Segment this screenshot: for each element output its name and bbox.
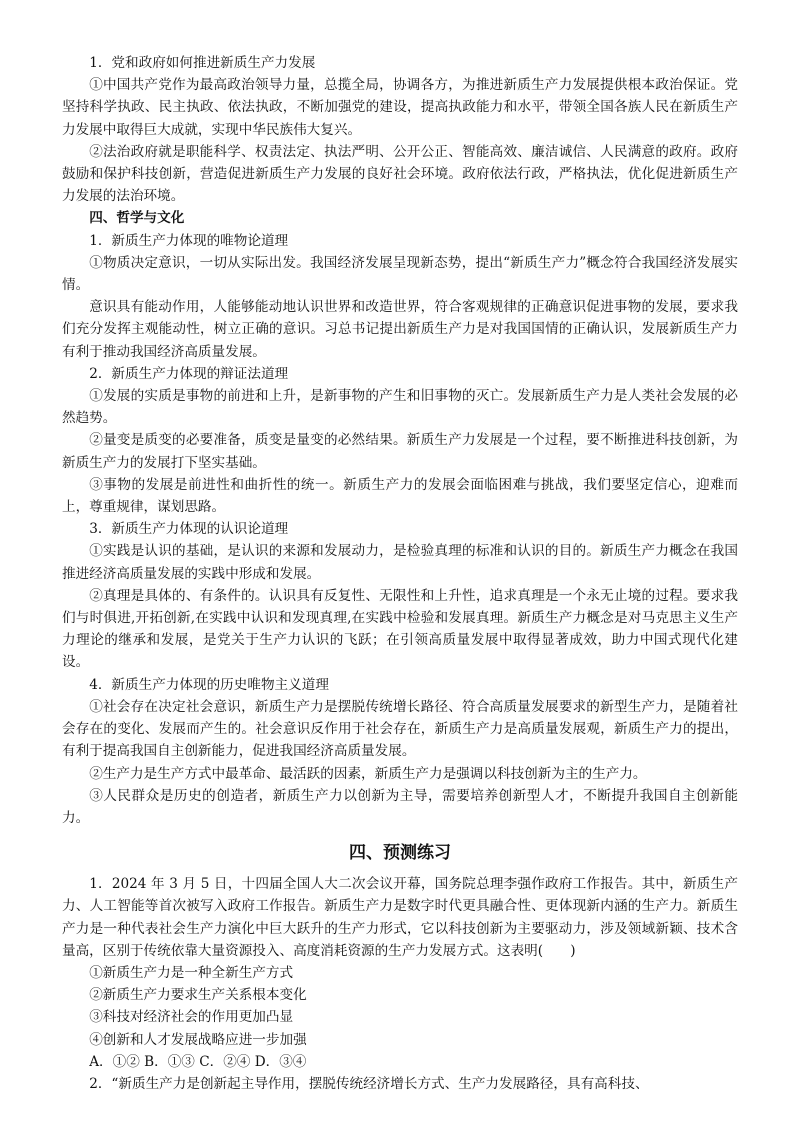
paragraph: 意识具有能动作用，人能够能动地认识世界和改造世界，符合客观规律的正确意识促进事物的发展，要求我们充分发挥主观能动性，树立正确的意识。习总书记提出新质生产力是对我国国情的正确认识，发展新质生产力有利于推动我国经济高质量发展。 bbox=[62, 299, 738, 360]
paragraph: ②法治政府就是职能科学、权责法定、执法严明、公开公正、智能高效、廉洁诚信、人民满意的政府。政府鼓励和保护科技创新，营造促进新质生产力发展的良好社会环境。政府依法行政，严格执法，优化促进新质生产力发展的法治环境。 bbox=[62, 143, 738, 205]
section-title-practice: 四、预测练习 bbox=[349, 843, 451, 864]
option-item: ①新质生产力是一种全新生产方式 bbox=[89, 964, 294, 981]
subheading-historical-materialism: 4．新质生产力体现的历史唯物主义道理 bbox=[89, 676, 329, 693]
paragraph: ①发展的实质是事物的前进和上升，是新事物的产生和旧事物的灭亡。发展新质生产力是人类社会发展的必然趋势。 bbox=[62, 388, 738, 427]
option-item: ③科技对经济社会的作用更加凸显 bbox=[89, 1009, 294, 1026]
paragraph: ①社会存在决定社会意识，新质生产力是摆脱传统增长路径、符合高质量发展要求的新型生产力，是随着社会存在的变化、发展而产生的。社会意识反作用于社会存在，新质生产力是高质量发展观，新质生产力的提出，有利于提高我国自主创新能力，促进我国经济高质量发展。 bbox=[62, 698, 738, 760]
paragraph: ②真理是具体的、有条件的。认识具有反复性、无限性和上升性，追求真理是一个永无止境的过程。要求我们与时俱进,开拓创新,在实践中认识和发现真理,在实践中检验和发展真理。新质生产力概念是对马克思主义生产力理论的继承和发展，是党关于生产力认识的飞跃；在引领高质量发展中取得显著成效，助力中国式现代化建设。 bbox=[62, 587, 738, 671]
option-item: ②新质生产力要求生产关系根本变化 bbox=[89, 987, 307, 1004]
paragraph: ②生产力是生产方式中最革命、最活跃的因素，新质生产力是强调以科技创新为主的生产力。 bbox=[89, 765, 647, 782]
paragraph: ①中国共产党作为最高政治领导力量，总揽全局，协调各方，为推进新质生产力发展提供根本政治保证。党坚持科学执政、民主执政、依法执政，不断加强党的建设，提高执政能力和水平，带领全国各族人民在新质生产力发展中取得巨大成就，实现中华民族伟大复兴。 bbox=[62, 77, 738, 138]
subheading-party-government: 1．党和政府如何推进新质生产力发展 bbox=[89, 55, 316, 71]
paragraph: ①物质决定意识，一切从实际出发。我国经济发展呈现新态势，提出“新质生产力”概念符合我国经济发展实情。 bbox=[62, 254, 738, 294]
section-heading-philosophy: 四、哲学与文化 bbox=[89, 210, 185, 227]
question-1: 1．2024 年 3 月 5 日，十四届全国人大二次会议开幕，国务院总理李强作政府工作报告。其中，新质生产力、人工智能等首次被写入政府工作报告。新质生产力是数字时代更具融合性、更体现新内涵的生产力。新质生产力是一种代表社会生产力演化中巨大跃升的生产力形式，它以科技创新为主要驱动力，涉及领域新颖、技术含量高，区别于传统依靠大量资源投入、高度消耗资源的生产力发展方式。这表明( ) bbox=[62, 876, 738, 959]
question-2: 2．“新质生产力是创新起主导作用，摆脱传统经济增长方式、生产力发展路径，具有高科技、 bbox=[89, 1075, 649, 1092]
answer-choices: A．①② B．①③ C．②④ D．③④ bbox=[89, 1053, 307, 1070]
paragraph: ②量变是质变的必要准备，质变是量变的必然结果。新质生产力发展是一个过程，要不断推进科技创新，为新质生产力的发展打下坚实基础。 bbox=[62, 432, 738, 471]
subheading-epistemology: 3．新质生产力体现的认识论道理 bbox=[89, 521, 289, 538]
paragraph: ③人民群众是历史的创造者，新质生产力以创新为主导，需要培养创新型人才，不断提升我国自主创新能力。 bbox=[62, 787, 738, 826]
paragraph: ①实践是认识的基础，是认识的来源和发展动力，是检验真理的标准和认识的目的。新质生产力概念在我国推进经济高质量发展的实践中形成和发展。 bbox=[62, 543, 738, 582]
option-item: ④创新和人才发展战略应进一步加强 bbox=[89, 1031, 307, 1048]
paragraph: ③事物的发展是前进性和曲折性的统一。新质生产力的发展会面临困难与挑战，我们要坚定信心，迎难而上，尊重规律，谋划思路。 bbox=[62, 476, 738, 516]
subheading-dialectics: 2．新质生产力体现的辩证法道理 bbox=[89, 365, 289, 382]
subheading-materialism: 1．新质生产力体现的唯物论道理 bbox=[89, 232, 289, 249]
